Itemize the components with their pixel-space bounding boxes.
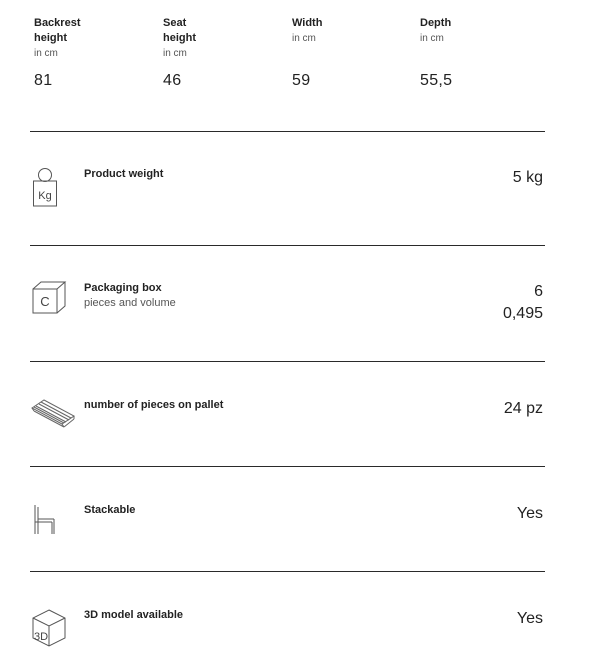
spec-sublabel: pieces and volume [84, 297, 176, 309]
spec-label: Stackable [84, 504, 136, 516]
spec-value: 24 pz [503, 400, 543, 417]
spec-value-volume: 0,495 [502, 305, 543, 322]
weight-icon-text: Kg [38, 190, 52, 202]
dimension-label: Backrest height [34, 17, 81, 44]
spec-label: 3D model available [84, 609, 184, 621]
box-icon [30, 281, 70, 321]
spec-row-product-weight [30, 167, 543, 227]
spec-value: Yes [516, 505, 543, 522]
divider [30, 131, 545, 132]
dimension-backrest-height [34, 16, 144, 89]
3d-icon-text: 3D [33, 631, 49, 643]
spec-row-3d-model [30, 608, 543, 653]
dimension-unit: in cm [420, 33, 444, 44]
dimension-value: 81 [34, 72, 53, 89]
dimension-value: 59 [292, 72, 311, 89]
dimension-unit: in cm [292, 33, 316, 44]
spec-label: Product weight [84, 168, 164, 180]
dimension-unit: in cm [163, 48, 187, 59]
dimension-depth [420, 16, 530, 89]
spec-value: 5 kg [512, 169, 543, 186]
dimension-width [292, 16, 402, 89]
box-icon-text: C [40, 294, 50, 309]
dimension-label: Depth [420, 17, 452, 29]
dimension-seat-height [163, 16, 273, 89]
divider [30, 466, 545, 467]
dimension-unit: in cm [34, 48, 58, 59]
spec-value: Yes [516, 610, 543, 627]
spec-row-packaging-box [30, 281, 543, 341]
dimension-label: Width [292, 17, 323, 29]
pallet-icon [30, 398, 70, 438]
stackable-chair-icon [30, 503, 70, 543]
divider [30, 361, 545, 362]
dimension-value: 55,5 [420, 72, 453, 89]
spec-label: number of pieces on pallet [84, 399, 224, 411]
dimension-label: Seat height [163, 17, 196, 44]
spec-value-pieces: 6 [534, 283, 543, 300]
spec-row-pallet [30, 398, 543, 448]
spec-row-stackable [30, 503, 543, 553]
divider [30, 245, 545, 246]
3d-cube-icon [30, 608, 70, 648]
weight-kg-icon [30, 167, 70, 207]
spec-label: Packaging box [84, 282, 162, 294]
divider [30, 571, 545, 572]
dimensions-section [34, 16, 554, 96]
dimension-value: 46 [163, 72, 182, 89]
